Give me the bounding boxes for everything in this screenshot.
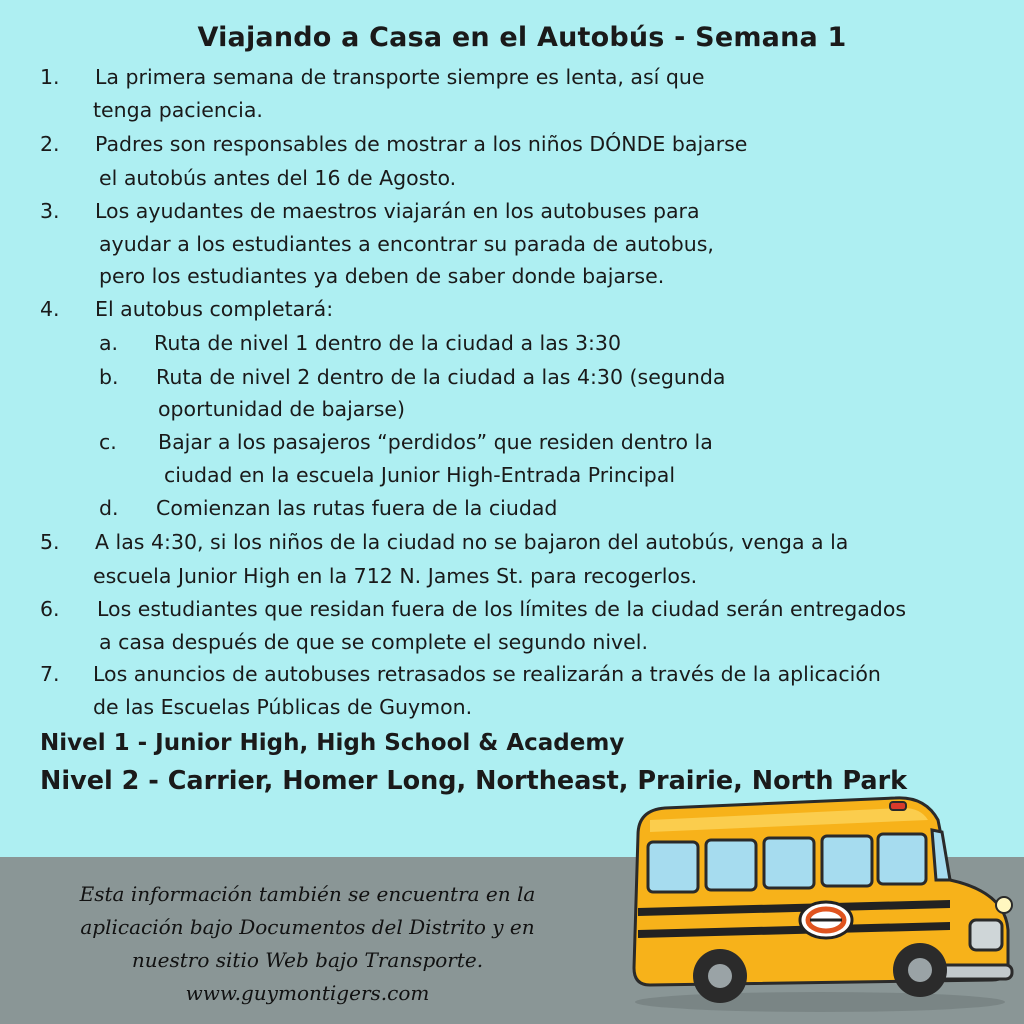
footer-line-1: Esta información también se encuentra en la — [79, 882, 536, 906]
footer-text — [20, 878, 595, 1010]
nivel-1-heading: Nivel 1 - Junior High, High School & Academy — [40, 730, 625, 756]
item-1-number: 1. — [40, 65, 60, 89]
item-6-number: 6. — [40, 597, 60, 621]
footer-website-link[interactable]: www.guymontigers.com — [185, 981, 430, 1005]
item-4-number: 4. — [40, 297, 60, 321]
item-7-number: 7. — [40, 662, 60, 686]
item-4b-line-1: Ruta de nivel 2 dentro de la ciudad a las 4:30 (segunda — [156, 365, 726, 389]
item-1-line-2: tenga paciencia. — [93, 98, 263, 122]
item-3-line-3: pero los estudiantes ya deben de saber donde bajarse. — [99, 264, 665, 288]
item-4d-line-1: Comienzan las rutas fuera de la ciudad — [156, 496, 558, 520]
school-bus-icon — [620, 780, 1020, 1020]
footer-line-3: nuestro sitio Web bajo Transporte. — [131, 948, 484, 972]
item-4a-line-1: Ruta de nivel 1 dentro de la ciudad a las 3:30 — [154, 331, 622, 355]
nivel-2-heading: Nivel 2 - Carrier, Homer Long, Northeast, Prairie, North Park — [40, 766, 908, 796]
item-3-line-2: ayudar a los estudiantes a encontrar su parada de autobus, — [99, 232, 714, 256]
page-title: Viajando a Casa en el Autobús - Semana 1 — [197, 22, 847, 53]
item-2-line-1: Padres son responsables de mostrar a los niños DÓNDE bajarse — [95, 132, 748, 156]
item-1-line-1: La primera semana de transporte siempre es lenta, así que — [95, 65, 705, 89]
item-4a-letter: a. — [99, 331, 119, 355]
item-2-line-2: el autobús antes del 16 de Agosto. — [99, 166, 457, 190]
item-3-number: 3. — [40, 199, 60, 223]
item-5-line-1: A las 4:30, si los niños de la ciudad no se bajaron del autobús, venga a la — [95, 530, 849, 554]
item-4b-line-2: oportunidad de bajarse) — [158, 397, 406, 421]
item-5-number: 5. — [40, 530, 60, 554]
item-4c-line-2: ciudad en la escuela Junior High-Entrada Principal — [164, 463, 676, 487]
item-2-number: 2. — [40, 132, 60, 156]
item-4c-line-1: Bajar a los pasajeros “perdidos” que residen dentro la — [158, 430, 713, 454]
item-4c-letter: c. — [99, 430, 117, 454]
item-6-line-1: Los estudiantes que residan fuera de los límites de la ciudad serán entregados — [97, 597, 907, 621]
footer-line-2: aplicación bajo Documentos del Distrito y en — [80, 915, 535, 939]
item-4d-letter: d. — [99, 496, 119, 520]
item-4b-letter: b. — [99, 365, 119, 389]
item-6-line-2: a casa después de que se complete el segundo nivel. — [99, 630, 648, 654]
item-3-line-1: Los ayudantes de maestros viajarán en los autobuses para — [95, 199, 700, 223]
item-7-line-1: Los anuncios de autobuses retrasados se realizarán a través de la aplicación — [93, 662, 881, 686]
item-4-line-1: El autobus completará: — [95, 297, 334, 321]
item-5-line-2: escuela Junior High en la 712 N. James St. para recogerlos. — [93, 564, 698, 588]
item-7-line-2: de las Escuelas Públicas de Guymon. — [93, 695, 473, 719]
